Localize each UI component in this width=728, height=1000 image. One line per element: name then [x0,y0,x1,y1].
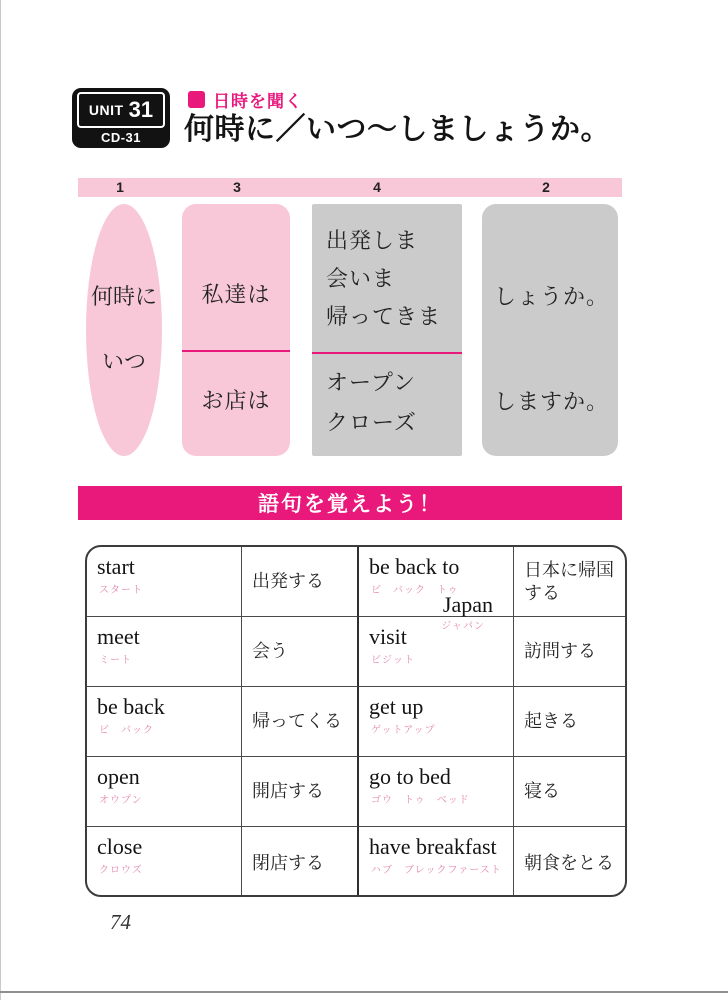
slot-subject-bottom: お店は [201,388,271,413]
vocab-cell-jp [242,617,359,687]
vocab-cell-jp [242,547,359,617]
vocab-cell-jp [242,827,359,897]
vocab-cell-en [359,827,514,897]
vocab-word: go to bed [369,764,451,789]
vocab-ruby-line2: ジャパン [441,621,485,633]
vocab-cell-en [87,687,242,757]
vocab-cell-en [359,617,514,687]
vocab-meaning: 起きる [524,711,578,732]
pattern-slot-subject [182,204,290,456]
vocab-cell-jp [242,757,359,827]
vocab-cell-jp [514,617,627,687]
vocab-cell-jp [514,827,627,897]
slot-subject-divider [182,350,290,352]
slot-verb-bottom-line2: クローズ [326,410,417,435]
slot-ending-top: しょうか。 [494,284,610,309]
vocab-word: open [97,764,140,789]
slot-verb-top-line3: 帰ってきま [326,304,442,329]
vocab-word: get up [369,694,424,719]
pattern-slot-time [86,204,162,456]
vocab-ruby: オウプン [99,795,143,807]
vocab-ruby: ビ バック [99,725,154,737]
page-bottom-edge [0,991,728,993]
vocab-cell-jp [514,757,627,827]
unit-badge [72,88,170,148]
vocab-cell-en [87,827,242,897]
vocab-word: be back [97,694,165,719]
vocab-banner: 語句を覚えよう！ [78,486,622,520]
vocab-meaning: 寝る [524,781,560,802]
vocab-ruby: ビ バック トゥ [371,585,459,597]
vocab-meaning: 朝食をとる [524,852,614,873]
vocab-cell-jp [514,687,627,757]
pattern-slot-ending [482,204,618,456]
vocab-cell-jp [514,547,627,617]
vocab-ruby: クロウズ [99,865,143,877]
cd-label: CD-31 [100,130,142,145]
vocab-table [85,545,627,897]
unit-label: UNIT [88,102,124,118]
pattern-slot-verb [312,204,462,456]
page-title: 何時に／いつ～しましょうか。 [184,113,611,146]
vocab-word: visit [369,624,407,649]
vocab-cell-en [359,687,514,757]
vocab-ruby: ミート [99,655,132,667]
vocab-meaning: 開店する [252,781,324,802]
vocab-cell-en [359,547,514,633]
vocab-ruby: ゴウ トゥ ベッド [371,795,470,807]
vocab-cell-jp [242,687,359,757]
page-left-edge [0,0,1,1000]
vocab-cell-en [87,547,242,617]
vocab-word: have breakfast [369,834,497,859]
vocab-meaning: 日本に帰国する [524,560,614,603]
slot-time-line2: いつ [101,349,146,374]
vocab-meaning: 訪問する [524,641,596,662]
order-number-4: 4 [373,179,381,195]
vocab-meaning: 帰ってくる [252,711,342,732]
unit-number: 31 [128,97,154,122]
vocab-meaning: 閉店する [252,852,324,873]
order-number-2: 2 [542,179,550,195]
slot-ending-bottom: しますか。 [494,389,610,414]
vocab-word: meet [97,624,140,649]
slot-verb-top-line2: 会いま [326,266,396,291]
slot-verb-top-line1: 出発しま [326,228,419,253]
vocab-cell-en [359,757,514,827]
vocab-cell-en [87,617,242,687]
slot-subject-top: 私達は [201,282,271,307]
vocab-word: close [97,834,143,859]
vocab-ruby: ゲットアップ [371,725,436,737]
slot-verb-bottom-line1: オープン [326,370,417,395]
order-number-1: 1 [116,179,124,195]
slot-time-line1: 何時に [90,284,157,309]
pattern-order-strip [78,178,622,197]
order-number-3: 3 [233,179,241,195]
page-number: 74 [110,910,131,934]
vocab-word: be back to [369,554,460,579]
vocab-meaning: 会う [252,641,288,662]
vocab-word: start [97,554,135,579]
slot-verb-divider [312,352,462,354]
vocab-ruby: ハブ ブレックファースト [371,865,502,877]
vocab-ruby: スタート [99,585,143,597]
vocab-word-line2: Japan [442,592,493,618]
unit-badge-inner [77,92,165,128]
vocab-ruby: ビジット [371,655,415,667]
vocab-meaning: 出発する [252,571,324,592]
vocab-cell-en [87,757,242,827]
section-tag-label: 日時を聞く [213,92,303,111]
